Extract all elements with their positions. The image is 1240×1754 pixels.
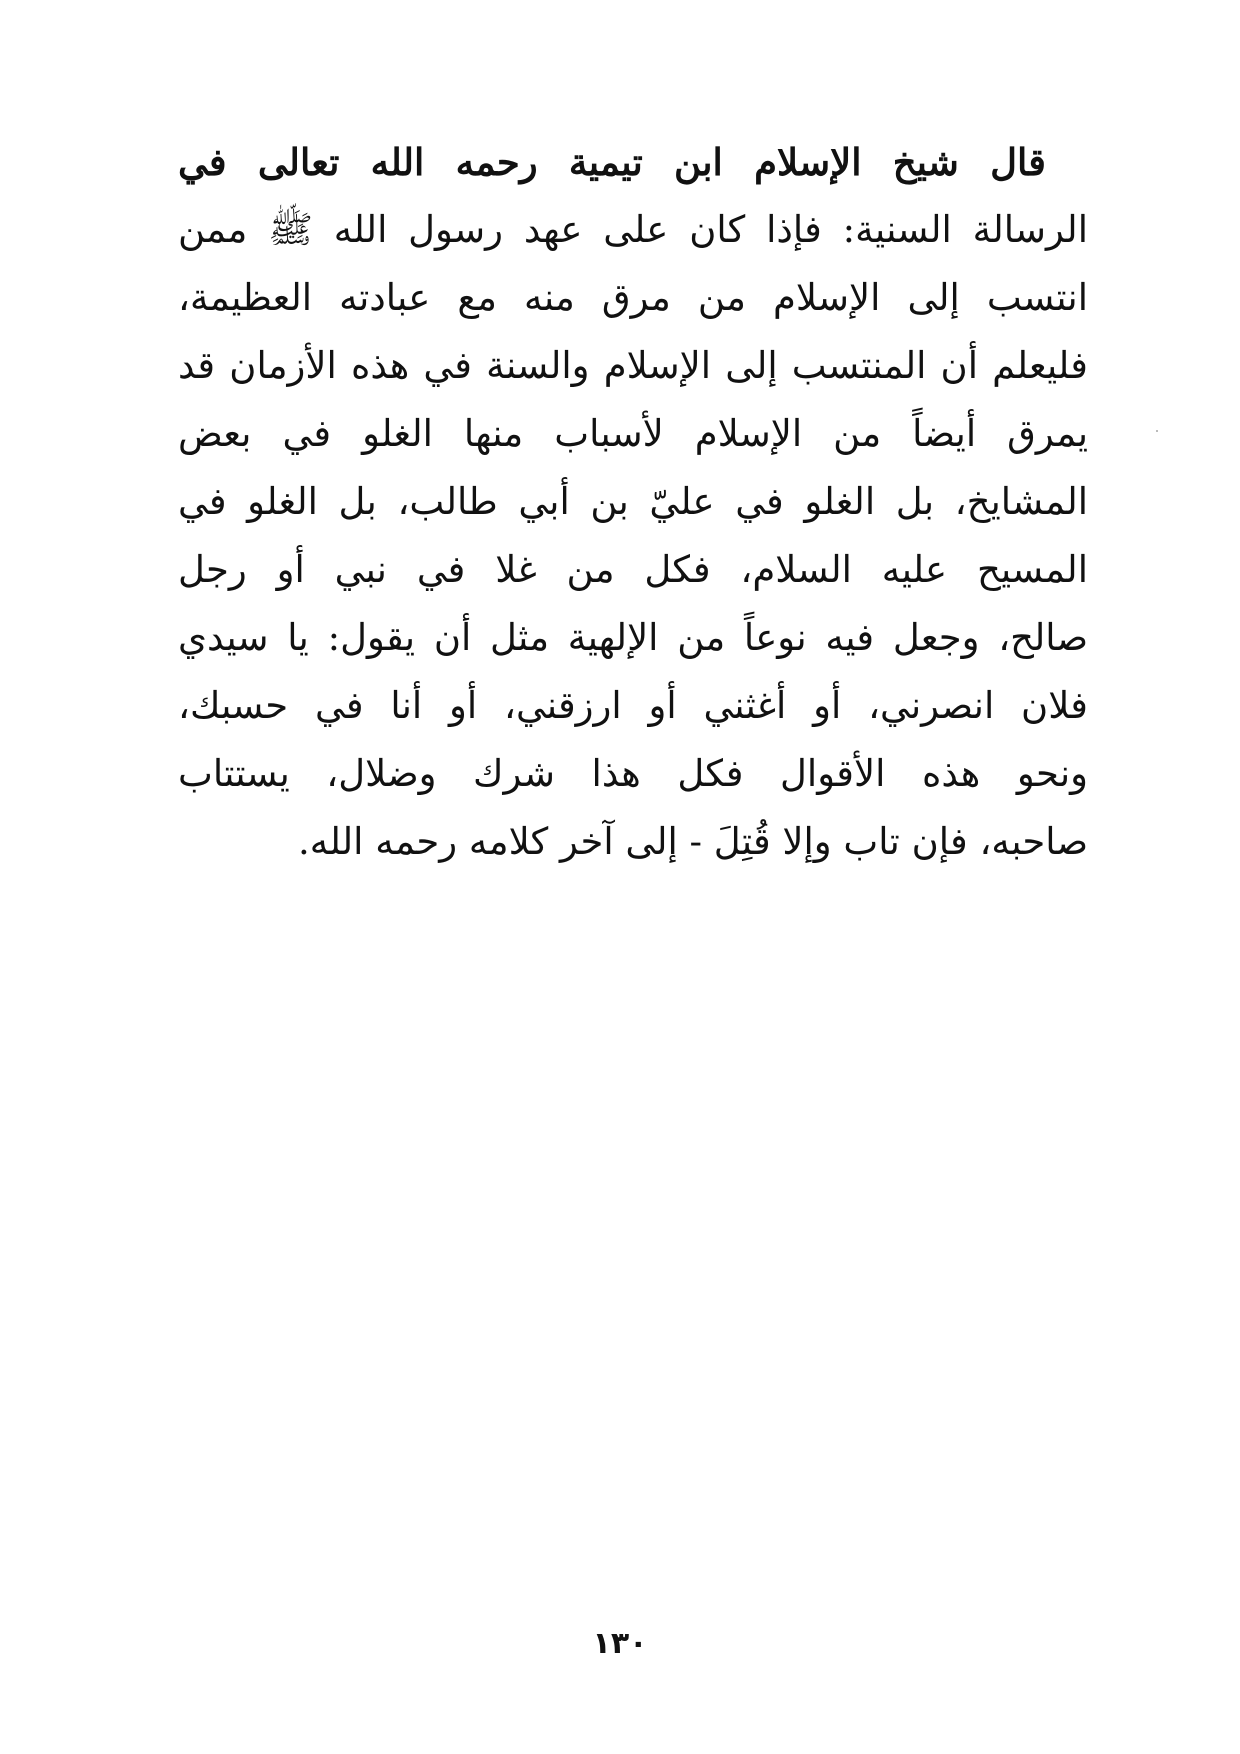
page-number: ١٣٠: [592, 1626, 648, 1661]
text-line-4: فليعلم أن المنتسب إلى الإسلام والسنة في هذه الأزمان قد: [178, 344, 1088, 387]
text-line-5: يمرق أيضاً من الإسلام لأسباب منها الغلو في بعض: [178, 412, 1088, 455]
text-line-2: الرسالة السنية: فإذا كان على عهد رسول الله ﷺ ممن: [178, 208, 1088, 251]
text-line-9: فلان انصرني، أو أغثني أو ارزقني، أو أنا في حسبك،: [178, 684, 1088, 727]
text-line-1: قال شيخ الإسلام ابن تيمية رحمه الله تعالى في: [178, 140, 1046, 184]
text-line-6: المشايخ، بل الغلو في عليّ بن أبي طالب، بل الغلو في: [178, 480, 1088, 523]
text-line-7: المسيح عليه السلام، فكل من غلا في نبي أو رجل: [178, 548, 1088, 591]
scan-speck: [1156, 430, 1158, 432]
text-line-3: انتسب إلى الإسلام من مرق منه مع عبادته العظيمة،: [178, 276, 1088, 319]
text-line-10: ونحو هذه الأقوال فكل هذا شرك وضلال، يستتاب: [178, 752, 1088, 795]
text-line-8: صالح، وجعل فيه نوعاً من الإلهية مثل أن يقول: يا سيدي: [178, 616, 1088, 659]
text-line-11: صاحبه، فإن تاب وإلا قُتِلَ - إلى آخر كلامه رحمه الله.: [298, 820, 1088, 863]
body-text: [178, 128, 1088, 876]
